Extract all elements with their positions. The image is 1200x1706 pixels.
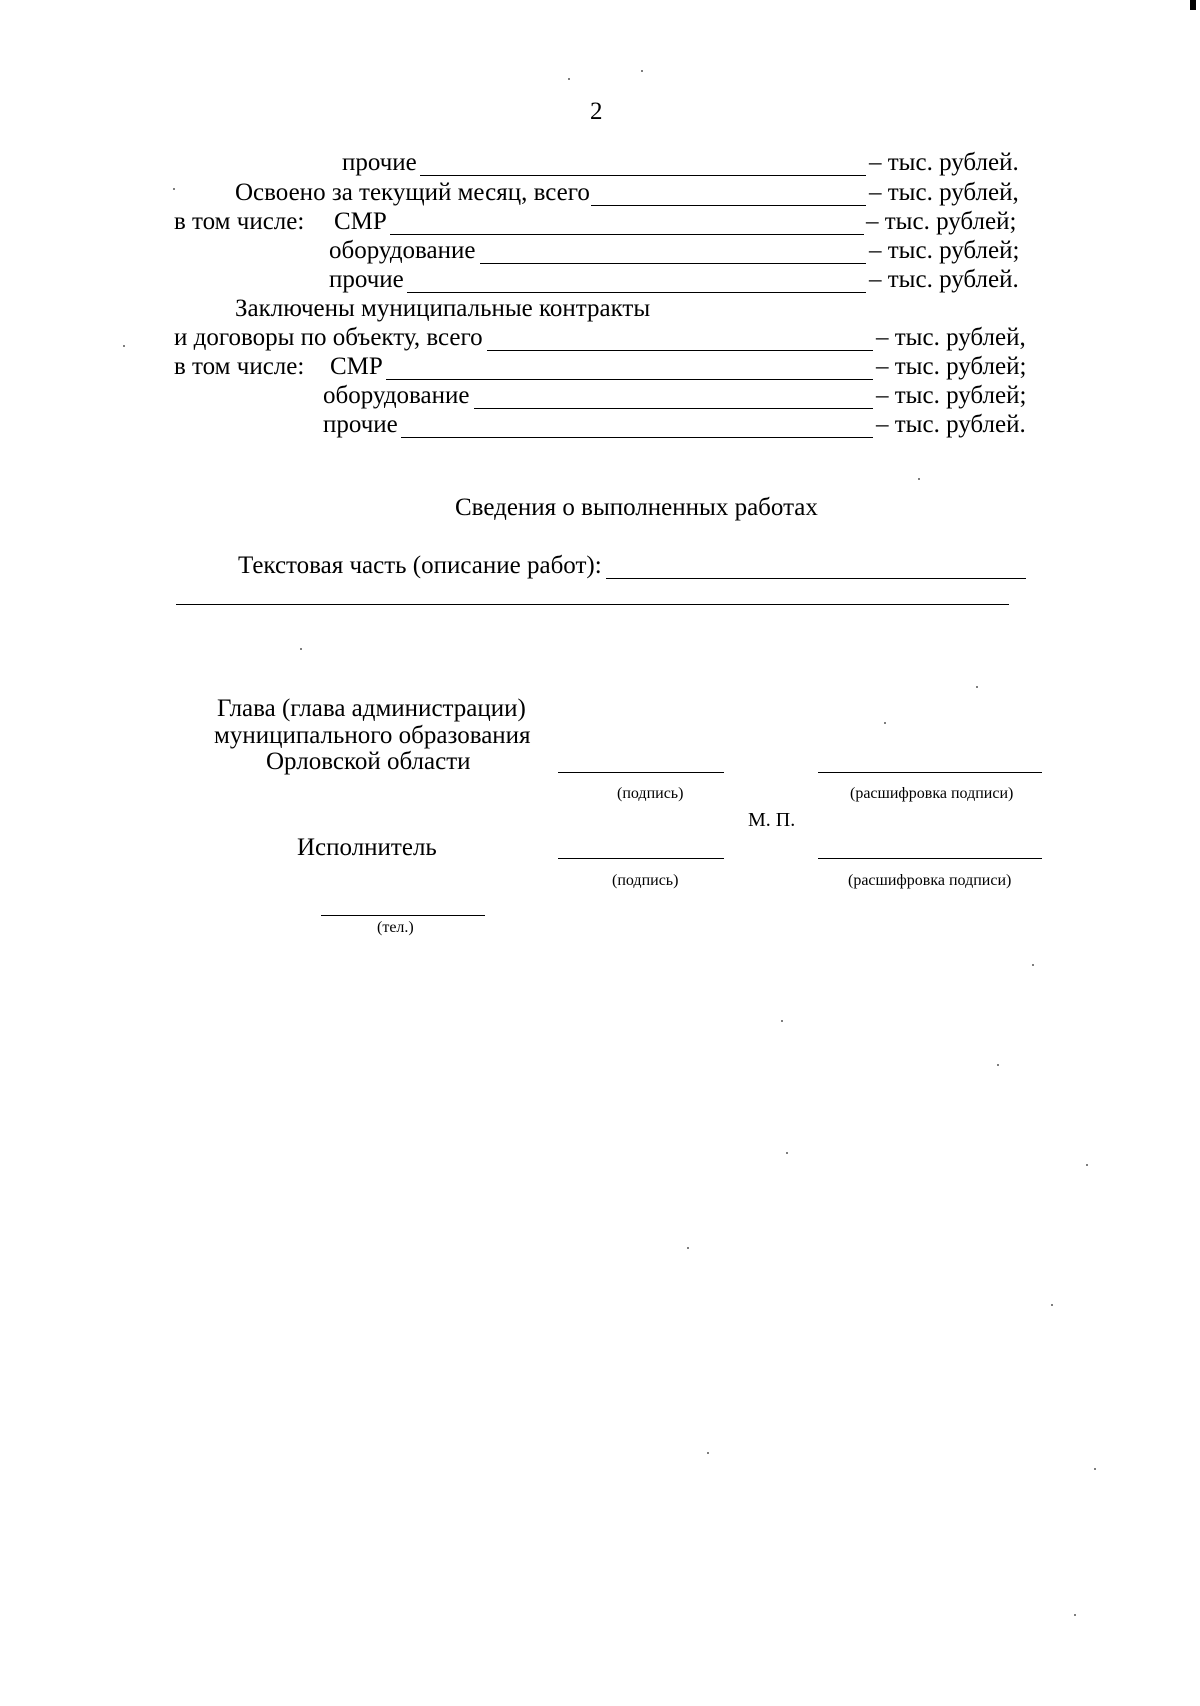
- executor-signature-caption: (подпись): [612, 872, 679, 889]
- unit-equipment-2: – тыс. рублей;: [876, 382, 1027, 409]
- equipment-line-1: [480, 263, 866, 264]
- equipment-line-2: [474, 408, 873, 409]
- head-signature-caption: (подпись): [617, 785, 684, 802]
- scan-speck: [707, 1452, 709, 1454]
- executor-decode-caption: (расшифровка подписи): [848, 872, 1012, 889]
- unit-contracts-total: – тыс. рублей,: [876, 324, 1026, 351]
- other-label-1: прочие: [342, 149, 417, 176]
- executor-decode-line: [818, 858, 1042, 859]
- unit-other-1: – тыс. рублей.: [869, 149, 1019, 176]
- phone-caption: (тел.): [377, 919, 414, 936]
- scan-corner-mark: [1190, 0, 1196, 10]
- smr-line-2: [386, 379, 873, 380]
- scan-speck: [1086, 1164, 1088, 1166]
- smr-label-2: СМР: [330, 353, 383, 380]
- mastered-title: Освоено за текущий месяц, всего: [235, 179, 590, 206]
- equipment-label-1: оборудование: [329, 237, 476, 264]
- scan-speck: [786, 1152, 788, 1154]
- unit-other-3: – тыс. рублей.: [876, 411, 1026, 438]
- unit-mastered-total: – тыс. рублей,: [869, 179, 1019, 206]
- scan-speck: [173, 188, 175, 190]
- unit-smr-2: – тыс. рублей;: [876, 353, 1027, 380]
- executor-label: Исполнитель: [297, 834, 437, 861]
- scan-speck: [1032, 964, 1034, 966]
- scan-speck: [1051, 1304, 1053, 1306]
- phone-line: [321, 915, 485, 916]
- scan-speck: [568, 78, 570, 80]
- contracts-title-line2: и договоры по объекту, всего: [174, 324, 483, 351]
- works-text-line-1: [606, 578, 1026, 579]
- works-text-line-2: [176, 604, 1009, 605]
- scan-speck: [123, 345, 125, 347]
- head-title-line3: Орловской области: [266, 748, 471, 775]
- executor-signature-line: [558, 858, 724, 859]
- stamp-place: М. П.: [748, 809, 796, 831]
- contracts-title-line1: Заключены муниципальные контракты: [235, 295, 651, 322]
- other-label-3: прочие: [323, 411, 398, 438]
- mastered-total-line: [591, 205, 866, 206]
- scan-speck: [997, 1064, 999, 1066]
- unit-smr-1: – тыс. рублей;: [866, 208, 1017, 235]
- scan-speck: [976, 686, 978, 688]
- including-label-2: в том числе:: [174, 353, 305, 380]
- scan-speck: [884, 722, 886, 724]
- scan-speck: [687, 1247, 689, 1249]
- contracts-total-line: [487, 350, 873, 351]
- unit-equipment-1: – тыс. рублей;: [869, 237, 1020, 264]
- scan-speck: [300, 648, 302, 650]
- other-fill-line-2: [407, 292, 866, 293]
- head-title-line1: Глава (глава администрации): [217, 695, 526, 722]
- head-decode-caption: (расшифровка подписи): [850, 785, 1014, 802]
- other-fill-line-3: [401, 437, 873, 438]
- other-label-2: прочие: [329, 266, 404, 293]
- scan-speck: [1094, 1468, 1096, 1470]
- unit-other-2: – тыс. рублей.: [869, 266, 1019, 293]
- including-label-1: в том числе:: [174, 208, 305, 235]
- scan-speck: [918, 478, 920, 480]
- smr-label-1: СМР: [334, 208, 387, 235]
- scan-speck: [1074, 1614, 1076, 1616]
- head-signature-line: [558, 772, 724, 773]
- page-number: 2: [590, 98, 603, 125]
- other-fill-line-1: [420, 175, 866, 176]
- equipment-label-2: оборудование: [323, 382, 470, 409]
- works-text-label: Текстовая часть (описание работ):: [238, 552, 602, 579]
- smr-line-1: [390, 234, 864, 235]
- scan-speck: [641, 70, 643, 72]
- scan-speck: [781, 1020, 783, 1022]
- works-heading: Сведения о выполненных работах: [455, 494, 818, 521]
- head-decode-line: [818, 772, 1042, 773]
- head-title-line2: муниципального образования: [214, 722, 531, 749]
